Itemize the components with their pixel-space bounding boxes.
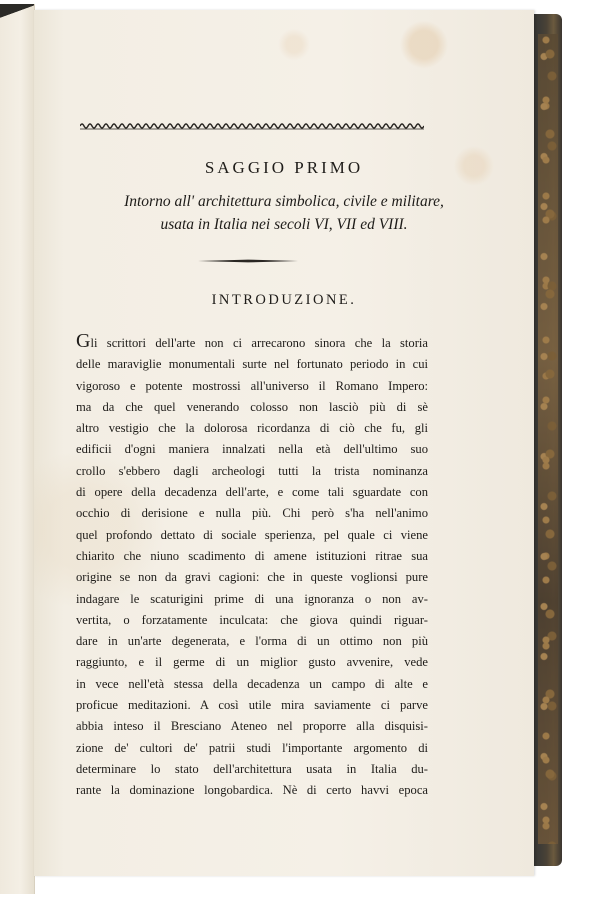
page-title: SAGGIO PRIMO: [204, 158, 364, 177]
body-line: di opere della decadenza dell'arte, e come tali sguardate con: [76, 485, 428, 500]
body-line: raggiunto, e il germe di un miglior gusto avvenire, vede: [76, 655, 428, 670]
body-line: proficue meditazioni. A così utile mira saviamente ci parve: [76, 698, 428, 713]
drop-cap: G: [76, 332, 91, 352]
body-line: rante la dominazione longobardica. Nè di certo havvi epoca: [76, 783, 428, 798]
body-line: indagare le scaturigini prime di una ignoranza o non av-: [76, 591, 428, 606]
body-text: [76, 332, 428, 802]
body-line: origine se non da gravi cagioni: che in queste voglionsi pure: [76, 570, 428, 585]
body-line: crollo s'ebbero dagli archeologi tutti la trista nominanza: [76, 463, 428, 478]
first-line-text: li scrittori dell'arte non ci arrecarono sinora che la storia: [90, 336, 428, 350]
body-line: delle maraviglie monumentali surte nel fortunato periodo in cui: [76, 357, 428, 372]
body-line: determinare lo stato dell'architettura usata in Italia du-: [76, 761, 428, 776]
body-line: zione de' cultori de' patrii studi l'importante argomento di: [76, 740, 428, 755]
body-line: occhio di derisione e nulla più. Chi però s'ha nell'animo: [76, 506, 428, 521]
body-line: altro vestigio che la dolorosa ricordanza di ciò che fu, gli: [76, 421, 428, 436]
verso-page-edge: [0, 4, 35, 894]
body-line: in vece nell'età stessa della decadenza un campo di alte e: [76, 676, 428, 691]
body-line: chiarito che niuno scadimento di amene istituzioni ritrae sua: [76, 548, 428, 563]
body-line: abbia inteso il Bresciano Ateneo nel proporre alla disquisi-: [76, 719, 428, 734]
body-line: quel profondo dettato di sociale sperienza, pel quale ci viene: [76, 527, 428, 542]
subtitle-line-1: Intorno all' architettura simbolica, civile e militare,: [124, 193, 444, 210]
section-heading: INTRODUZIONE.: [211, 292, 357, 308]
body-line: [76, 332, 428, 354]
divider-rule: [198, 259, 298, 263]
body-line: vigoroso e potente mostrossi all'universo il Romano Impero:: [76, 378, 428, 393]
marbled-board: [538, 34, 558, 844]
body-line: edificii d'ogni maniera innalzati nella età dell'ultimo suo: [76, 442, 428, 457]
ornamental-rule: [80, 122, 424, 130]
body-line: dare in un'arte degenerata, e l'orma di un ottimo non più: [76, 634, 428, 649]
cover-corner: [0, 4, 34, 22]
subtitle-line-2: usata in Italia nei secoli VI, VII ed VIII.: [160, 216, 408, 233]
body-line: vertita, o forzatamente inculcata: che giova quindi riguar-: [76, 612, 428, 627]
body-line: ma da che quel venerando colosso non lasciò più di sè: [76, 399, 428, 414]
